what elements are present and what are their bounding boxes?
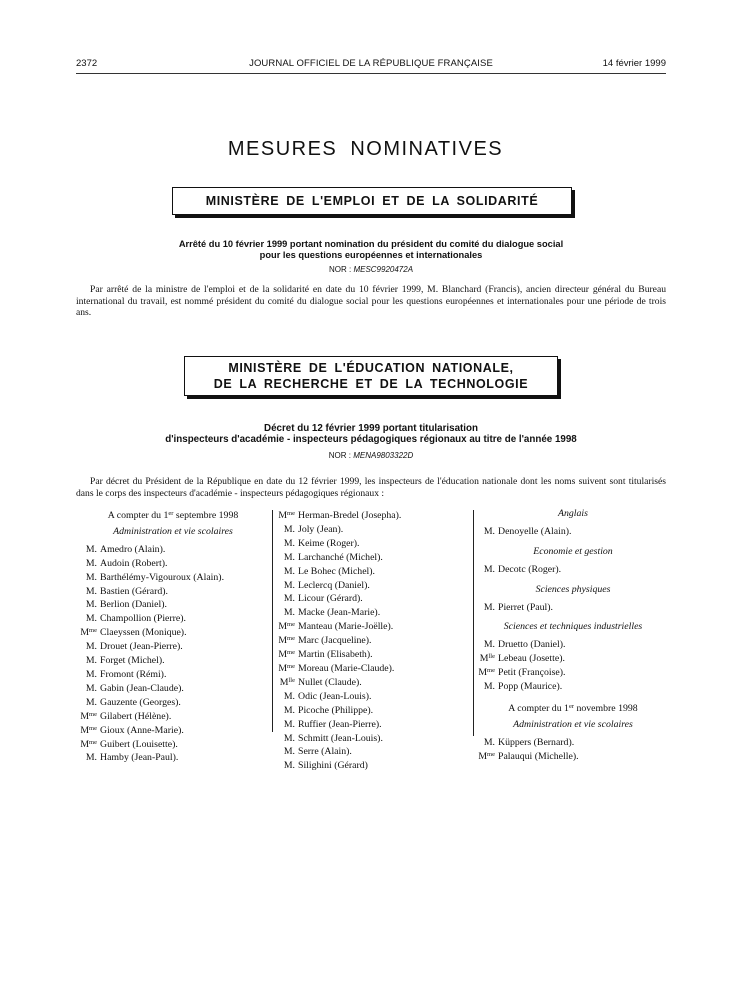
person-name: Gauzente (Georges). bbox=[100, 696, 181, 708]
person-name: Denoyelle (Alain). bbox=[498, 525, 572, 537]
person-name: Schmitt (Jean-Louis). bbox=[298, 732, 383, 744]
person-name: Drouet (Jean-Pierre). bbox=[100, 641, 183, 653]
list-item bbox=[278, 536, 470, 550]
person-name: Larchanché (Michel). bbox=[298, 551, 383, 563]
list-item bbox=[278, 717, 470, 731]
civility-title: M. bbox=[283, 551, 295, 563]
decret-paragraph-text: Par décret du Président de la République en date du 12 février 1999, les inspecteurs de l'éducation nationale dont les noms suivent sont titularisés dans le corps des inspecteurs d'académie - inspecteurs pédagogiques régionaux : bbox=[76, 476, 666, 499]
list-item bbox=[278, 758, 470, 772]
person-name: Claeyssen (Monique). bbox=[100, 627, 187, 639]
list-item bbox=[478, 637, 668, 651]
person-name: Decotc (Roger). bbox=[498, 563, 562, 575]
person-name: Ruffier (Jean-Pierre). bbox=[298, 718, 382, 730]
list-item bbox=[278, 619, 470, 633]
person-name: Gioux (Anne-Marie). bbox=[100, 724, 184, 736]
civility-title: M. bbox=[85, 599, 97, 611]
column-divider bbox=[272, 510, 273, 732]
list-item bbox=[478, 749, 668, 763]
civility-title: M. bbox=[283, 760, 295, 772]
person-name: Forget (Michel). bbox=[100, 655, 165, 667]
civility-title: $M^{me}$ bbox=[80, 710, 97, 722]
page-header bbox=[76, 58, 666, 72]
ministry-box-education bbox=[184, 356, 558, 396]
list-item bbox=[278, 605, 470, 619]
civility-title: $M^{me}$ bbox=[278, 649, 295, 661]
list-item bbox=[80, 611, 266, 625]
person-name: Serre (Alain). bbox=[298, 746, 352, 758]
list-item bbox=[278, 703, 470, 717]
list-item bbox=[278, 508, 470, 522]
names-column-1 bbox=[80, 508, 266, 764]
list-item bbox=[478, 665, 668, 679]
civility-title: M. bbox=[85, 543, 97, 555]
decret-title bbox=[76, 423, 666, 445]
civility-title: M. bbox=[85, 682, 97, 694]
person-name: Odic (Jean-Louis). bbox=[298, 690, 372, 702]
person-name: Petit (Françoise). bbox=[498, 667, 566, 679]
header-rule bbox=[76, 73, 666, 74]
civility-title: $M^{me}$ bbox=[478, 750, 495, 762]
civility-title: M. bbox=[85, 641, 97, 653]
civility-title: $M^{me}$ bbox=[80, 724, 97, 736]
category-heading: Administration et vie scolaires bbox=[513, 718, 633, 730]
list-item bbox=[80, 542, 266, 556]
list-item bbox=[278, 550, 470, 564]
person-name: Licour (Gérard). bbox=[298, 593, 363, 605]
person-name: Marc (Jacqueline). bbox=[298, 635, 372, 647]
list-item bbox=[278, 578, 470, 592]
main-title: MESURES NOMINATIVES bbox=[227, 138, 504, 160]
list-item bbox=[80, 653, 266, 667]
arrete-paragraph bbox=[76, 284, 666, 319]
person-name: Bastien (Gérard). bbox=[100, 585, 169, 597]
list-item bbox=[80, 570, 266, 584]
nor-code: MENA9803322D bbox=[353, 451, 414, 460]
arrete-paragraph-text: Par arrêté de la ministre de l'emploi et de la solidarité en date du 10 février 1999, M. Blanchard (Francis), ancien directeur général du Bureau international du travail, est nommé président du comité du dialogue social pour les questions européennes et internationales pour une période de trois ans. bbox=[76, 284, 666, 318]
civility-title: $M^{lle}$ bbox=[279, 676, 295, 688]
civility-title: M. bbox=[85, 585, 97, 597]
person-name: Moreau (Marie-Claude). bbox=[298, 662, 395, 674]
ministry-box-emploi: MINISTÈRE DE L'EMPLOI ET DE LA SOLIDARITÉ bbox=[172, 187, 572, 215]
civility-title: M. bbox=[283, 537, 295, 549]
civility-title: $M^{me}$ bbox=[278, 621, 295, 633]
decret-paragraph bbox=[76, 476, 666, 499]
civility-title: M. bbox=[283, 704, 295, 716]
civility-title: M. bbox=[483, 681, 495, 693]
civility-title: M. bbox=[283, 579, 295, 591]
list-item bbox=[278, 731, 470, 745]
effective-date: A compter du 1er novembre 1998 bbox=[508, 702, 638, 714]
category-heading: Anglais bbox=[558, 508, 588, 519]
person-name: Guibert (Louisette). bbox=[100, 738, 178, 750]
civility-title: M. bbox=[483, 736, 495, 748]
civility-title: M. bbox=[85, 571, 97, 583]
list-item bbox=[80, 681, 266, 695]
person-name: Berlion (Daniel). bbox=[100, 599, 167, 611]
person-name: Gabin (Jean-Claude). bbox=[100, 682, 184, 694]
names-column-2 bbox=[278, 508, 470, 772]
names-column-3 bbox=[478, 508, 668, 763]
list-item bbox=[80, 556, 266, 570]
arrete-title-line2: pour les questions européennes et internationales bbox=[259, 250, 483, 260]
list-item bbox=[478, 600, 668, 614]
list-item bbox=[80, 639, 266, 653]
civility-title: $M^{me}$ bbox=[278, 635, 295, 647]
person-name: Audoin (Robert). bbox=[100, 557, 168, 569]
ministry-line1: MINISTÈRE DE L'ÉDUCATION NATIONALE, bbox=[228, 361, 514, 375]
civility-title: M. bbox=[483, 639, 495, 651]
list-item bbox=[278, 689, 470, 703]
person-name: Nullet (Claude). bbox=[298, 676, 362, 688]
journal-title: JOURNAL OFFICIEL DE LA RÉPUBLIQUE FRANÇAISE bbox=[249, 58, 493, 69]
list-item bbox=[80, 709, 266, 723]
page-number: 2372 bbox=[76, 58, 98, 69]
civility-title: M. bbox=[283, 718, 295, 730]
list-item bbox=[278, 661, 470, 675]
civility-title: $M^{me}$ bbox=[478, 667, 495, 679]
list-item bbox=[478, 651, 668, 665]
arrete-title-line1: Arrêté du 10 février 1999 portant nomination du président du comité du dialogue social bbox=[178, 239, 564, 249]
civility-title: M. bbox=[85, 696, 97, 708]
person-name: Druetto (Daniel). bbox=[498, 639, 566, 651]
civility-title: M. bbox=[85, 752, 97, 764]
names-list bbox=[80, 542, 266, 765]
list-item bbox=[80, 667, 266, 681]
list-item bbox=[278, 591, 470, 605]
nor-reference-1 bbox=[76, 265, 666, 274]
names-list bbox=[478, 562, 668, 576]
list-item bbox=[80, 695, 266, 709]
person-name: Manteau (Marie-Joëlle). bbox=[298, 621, 394, 633]
person-name: Keime (Roger). bbox=[298, 537, 360, 549]
person-name: Fromont (Rémi). bbox=[100, 668, 167, 680]
person-name: Picoche (Philippe). bbox=[298, 704, 374, 716]
list-item bbox=[80, 625, 266, 639]
list-item bbox=[80, 597, 266, 611]
issue-date: 14 février 1999 bbox=[602, 58, 666, 69]
civility-title: M. bbox=[283, 593, 295, 605]
nor-reference-2 bbox=[76, 451, 666, 460]
person-name: Popp (Maurice). bbox=[498, 681, 563, 693]
nor-code: MESC9920472A bbox=[353, 265, 414, 274]
category-heading: Sciences physiques bbox=[535, 583, 611, 595]
person-name: Martin (Elisabeth). bbox=[298, 649, 373, 661]
names-list bbox=[478, 600, 668, 614]
civility-title: M. bbox=[85, 557, 97, 569]
category-heading: Administration et vie scolaires bbox=[113, 525, 233, 537]
category-heading: Sciences et techniques industrielles bbox=[503, 621, 643, 633]
names-list bbox=[478, 735, 668, 763]
names-list bbox=[278, 508, 470, 772]
person-name: Pierret (Paul). bbox=[498, 601, 553, 613]
civility-title: M. bbox=[283, 690, 295, 702]
civility-title: M. bbox=[483, 525, 495, 537]
person-name: Champollion (Pierre). bbox=[100, 613, 186, 625]
list-item bbox=[478, 735, 668, 749]
civility-title: M. bbox=[85, 613, 97, 625]
person-name: Küppers (Bernard). bbox=[498, 736, 575, 748]
list-item bbox=[278, 633, 470, 647]
decret-title-line2: d'inspecteurs d'académie - inspecteurs pédagogiques régionaux au titre de l'année 1998 bbox=[165, 434, 577, 445]
list-item bbox=[278, 675, 470, 689]
list-item bbox=[80, 750, 266, 764]
list-item bbox=[80, 737, 266, 751]
person-name: Silighini (Gérard) bbox=[298, 760, 368, 772]
person-name: Barthélémy-Vigouroux (Alain). bbox=[100, 571, 225, 583]
civility-title: M. bbox=[483, 563, 495, 575]
list-item bbox=[278, 564, 470, 578]
civility-title: M. bbox=[283, 732, 295, 744]
person-name: Herman-Bredel (Josepha). bbox=[298, 510, 402, 521]
list-item bbox=[278, 647, 470, 661]
civility-title: M. bbox=[283, 607, 295, 619]
person-name: Macke (Jean-Marie). bbox=[298, 607, 381, 619]
person-name: Amedro (Alain). bbox=[100, 543, 166, 555]
list-item bbox=[478, 524, 668, 538]
person-name: Le Bohec (Michel). bbox=[298, 565, 375, 577]
civility-title: M. bbox=[283, 746, 295, 758]
civility-title: M. bbox=[283, 523, 295, 535]
civility-title: $M^{me}$ bbox=[278, 662, 295, 674]
nor-label: NOR : bbox=[328, 451, 351, 460]
effective-date: A compter du 1er septembre 1998 bbox=[107, 510, 239, 521]
civility-title: $M^{lle}$ bbox=[479, 653, 495, 665]
civility-title: $M^{me}$ bbox=[80, 738, 97, 750]
column-divider bbox=[473, 510, 474, 736]
person-name: Gilabert (Hélène). bbox=[100, 710, 172, 722]
list-item bbox=[278, 744, 470, 758]
category-heading: Economie et gestion bbox=[533, 545, 613, 557]
person-name: Hamby (Jean-Paul). bbox=[100, 752, 179, 764]
names-list bbox=[478, 524, 668, 538]
person-name: Palauqui (Michelle). bbox=[498, 750, 579, 762]
civility-title: M. bbox=[283, 565, 295, 577]
list-item bbox=[278, 522, 470, 536]
arrete-title bbox=[76, 239, 666, 261]
nor-label: NOR : bbox=[328, 265, 352, 274]
list-item bbox=[80, 584, 266, 598]
list-item bbox=[478, 562, 668, 576]
civility-title: M. bbox=[483, 601, 495, 613]
person-name: Lebeau (Josette). bbox=[498, 653, 565, 665]
civility-title: $M^{me}$ bbox=[80, 627, 97, 639]
names-list bbox=[478, 637, 668, 693]
civility-title: M. bbox=[85, 668, 97, 680]
person-name: Leclercq (Daniel). bbox=[298, 579, 370, 591]
person-name: Joly (Jean). bbox=[298, 523, 344, 535]
ministry-line2: DE LA RECHERCHE ET DE LA TECHNOLOGIE bbox=[213, 377, 529, 391]
list-item bbox=[478, 679, 668, 693]
decret-title-line1: Décret du 12 février 1999 portant titularisation bbox=[264, 423, 478, 434]
civility-title: M. bbox=[85, 655, 97, 667]
list-item bbox=[80, 723, 266, 737]
civility-title: $M^{me}$ bbox=[278, 510, 295, 521]
